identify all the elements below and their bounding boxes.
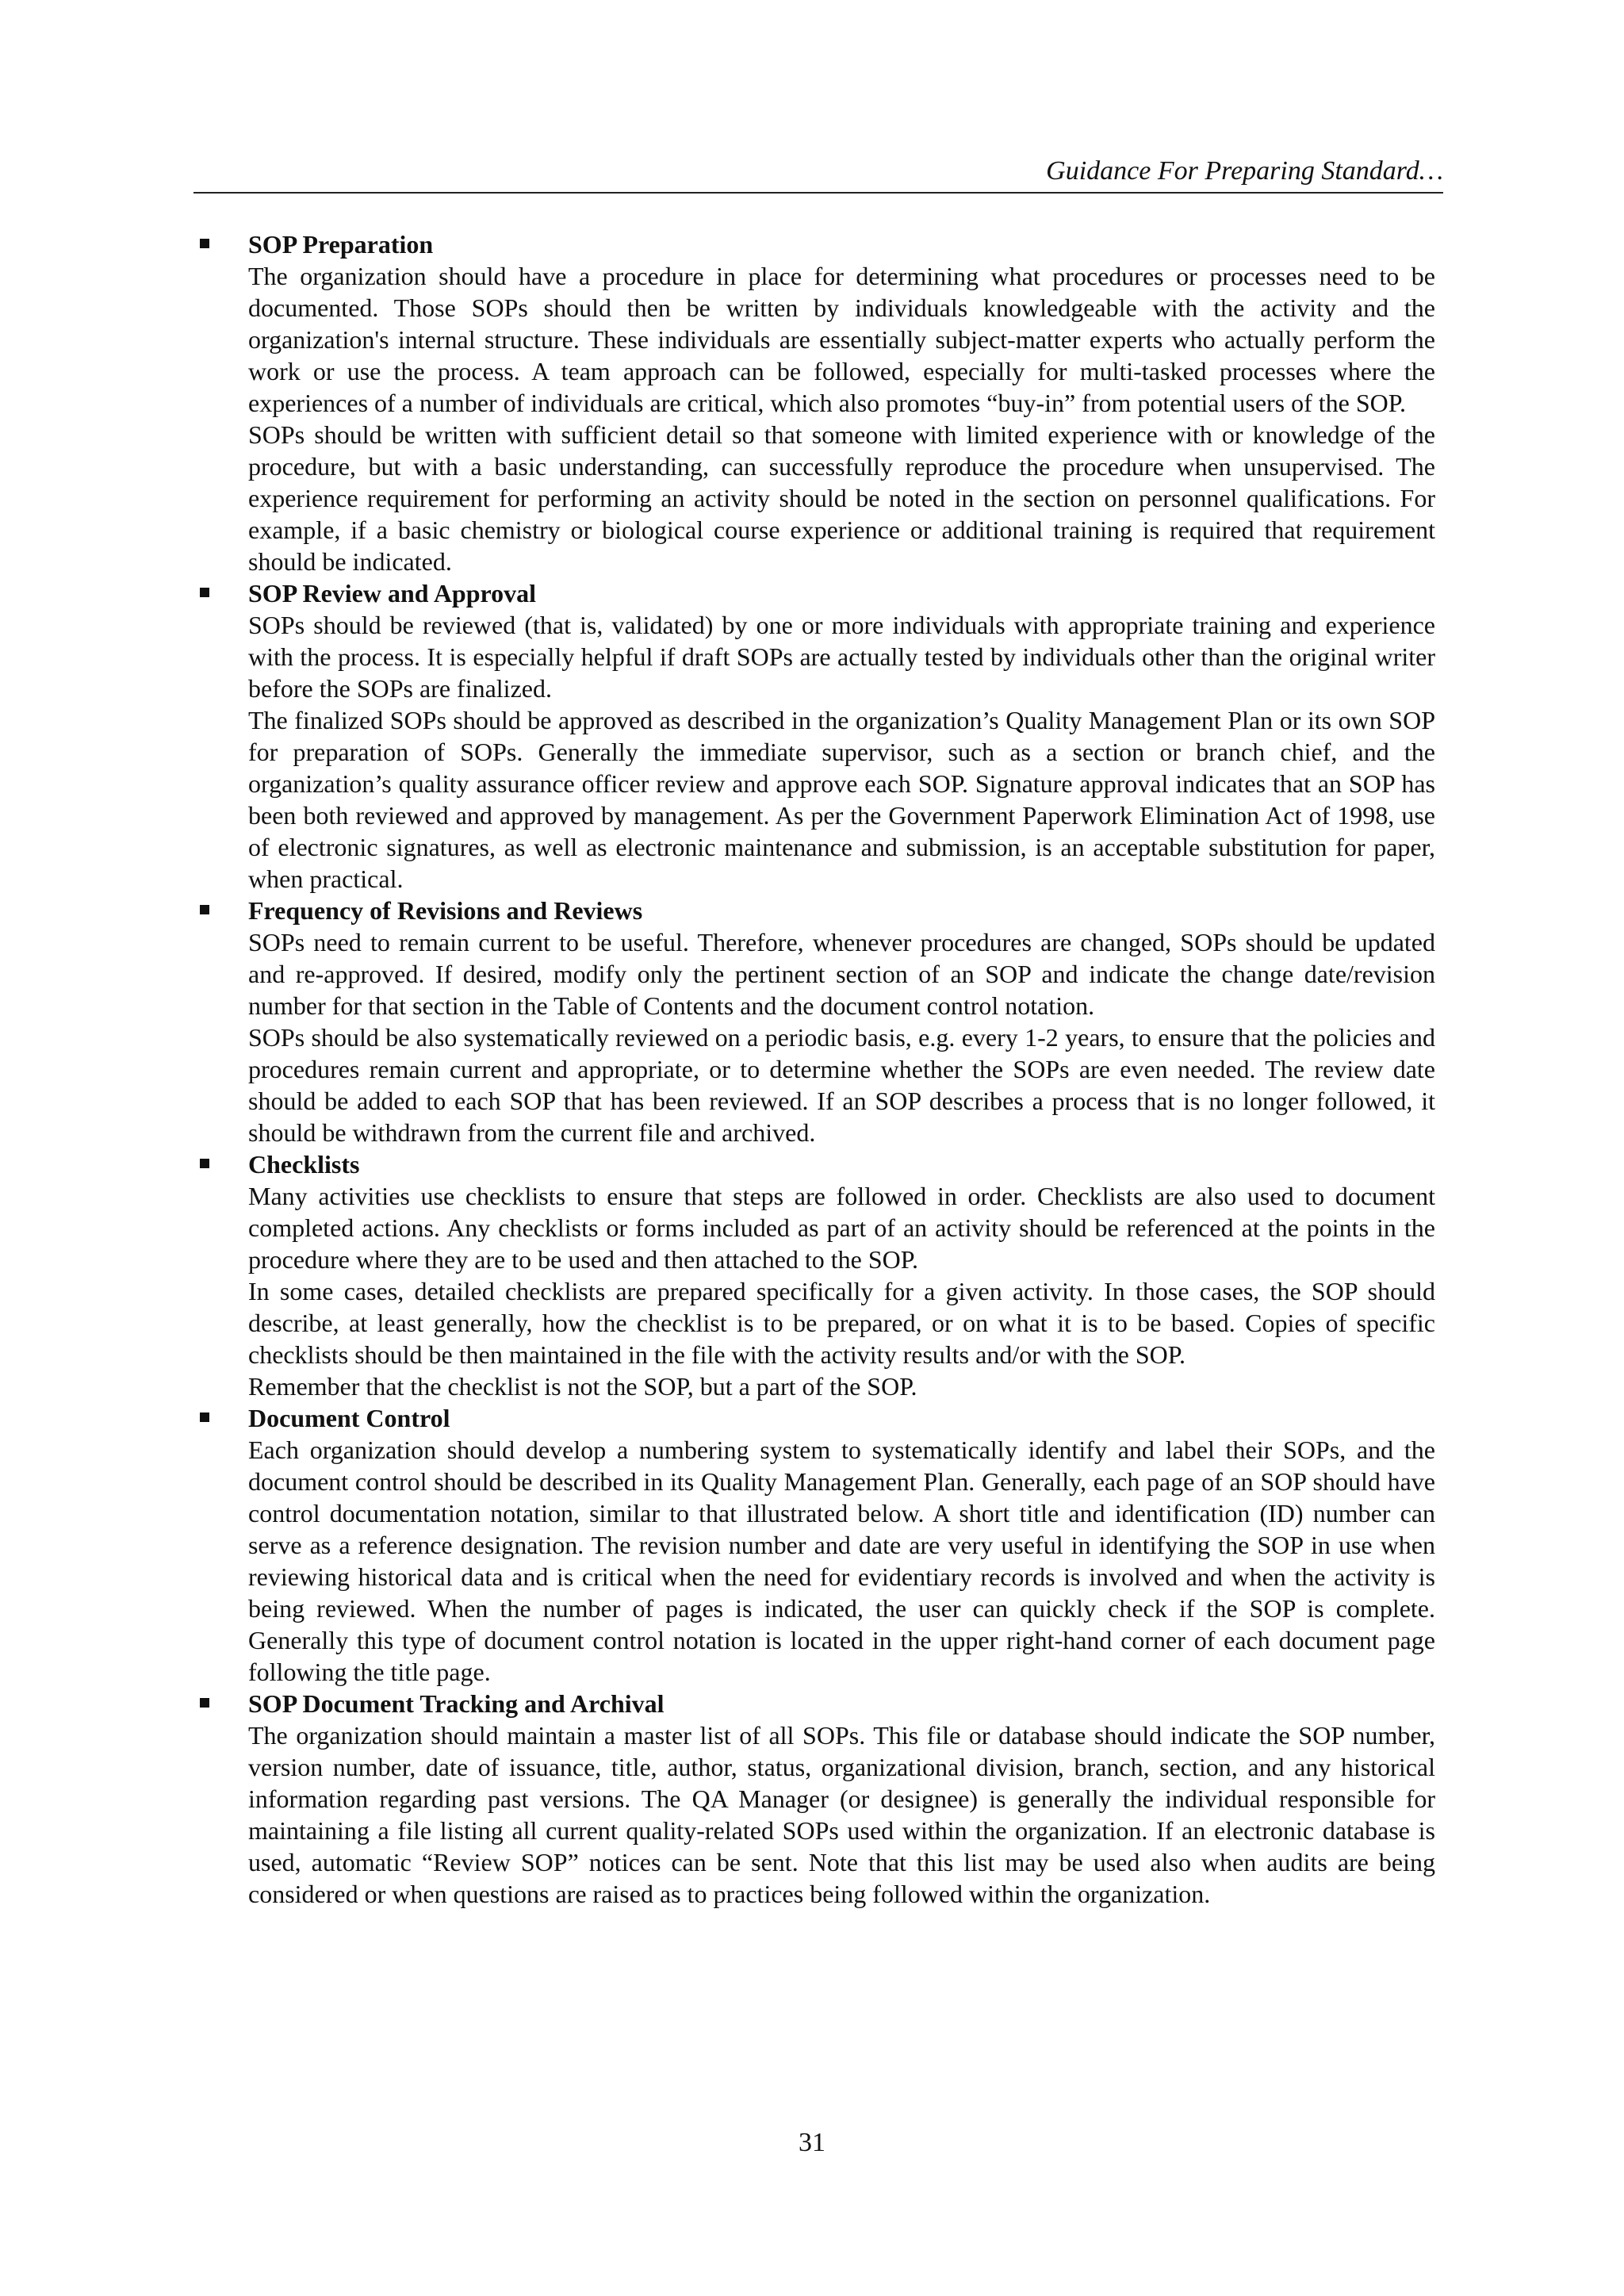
paragraph: SOPs need to remain current to be useful. Therefore, whenever procedures are changed, SOPs should be updated and re-approved. If desired, modify only the pertinent section of an SOP and indicate the change date/revision number for that section in the Table of Contents and the document control notation. (248, 928, 1435, 1020)
square-bullet-icon (200, 1412, 209, 1422)
square-bullet-icon (200, 1698, 209, 1708)
section-title: Checklists (248, 1150, 360, 1179)
square-bullet-icon (200, 588, 209, 597)
paragraph: SOPs should be reviewed (that is, validated) by one or more individuals with appropriate training and experience with the process. It is especially helpful if draft SOPs are actually tested by individuals other than the original writer before the SOPs are finalized. (248, 611, 1435, 703)
section-title: Document Control (248, 1404, 450, 1432)
section-document-control (248, 1402, 1435, 1688)
paragraph: The organization should maintain a master list of all SOPs. This file or database should indicate the SOP number, version number, date of issuance, title, author, status, organizational division, branch, section, and any historical information regarding past versions. The QA Manager (or designee) is generally the individual responsible for maintaining a file listing all current quality-related SOPs used within the organization. If an electronic database is used, automatic “Review SOP” notices can be sent. Note that this list may be used also when audits are being considered or when questions are raised as to practices being followed within the organization. (248, 1721, 1435, 1908)
section-title: SOP Document Tracking and Archival (248, 1689, 665, 1718)
document-body (248, 228, 1435, 1910)
section-sop-review-and-approval (248, 577, 1435, 895)
section-title: SOP Preparation (248, 230, 434, 259)
section-title: SOP Review and Approval (248, 579, 537, 608)
paragraph: The finalized SOPs should be approved as described in the organization’s Quality Management Plan or its own SOP for preparation of SOPs. Generally the immediate supervisor, such as a section or branch chief, and the organization’s quality assurance officer review and approve each SOP. Signature approval indicates that an SOP has been both reviewed and approved by management. As per the Government Paperwork Elimination Act of 1998, use of electronic signatures, as well as electronic maintenance and submission, is an acceptable substitution for paper, when practical. (248, 706, 1435, 893)
paragraph: Each organization should develop a numbering system to systematically identify and label their SOPs, and the document control should be described in its Quality Management Plan. Generally, each page of an SOP should have control documentation notation, similar to that illustrated below. A short title and identification (ID) number can serve as a reference designation. The revision number and date are very useful in identifying the SOP in use when reviewing historical data and is critical when the need for evidentiary records is involved and when the activity is being reviewed. When the number of pages is indicated, the user can quickly check if the SOP is complete. Generally this type of document control notation is located in the upper right-hand corner of each document page following the title page. (248, 1435, 1435, 1686)
square-bullet-icon (200, 1159, 209, 1168)
paragraph: SOPs should be also systematically reviewed on a periodic basis, e.g. every 1-2 years, to ensure that the policies and procedures remain current and appropriate, or to determine whether the SOPs are even needed. The review date should be added to each SOP that has been reviewed. If an SOP describes a process that is no longer followed, it should be withdrawn from the current file and archived. (248, 1023, 1435, 1147)
section-document-tracking-archival (248, 1688, 1435, 1910)
square-bullet-icon (200, 239, 209, 248)
running-header: Guidance For Preparing Standard… (1046, 156, 1443, 186)
square-bullet-icon (200, 905, 209, 914)
paragraph: SOPs should be written with sufficient detail so that someone with limited experience with or knowledge of the procedure, but with a basic understanding, can successfully reproduce the procedure when unsupervised. The experience requirement for performing an activity should be noted in the section on personnel qualifications. For example, if a basic chemistry or biological course experience or additional training is required that requirement should be indicated. (248, 420, 1435, 576)
section-sop-preparation (248, 228, 1435, 577)
paragraph: The organization should have a procedure in place for determining what procedures or processes need to be documented. Those SOPs should then be written by individuals knowledgeable with the activity and the organization's internal structure. These individuals are essentially subject-matter experts who actually perform the work or use the process. A team approach can be followed, especially for multi-tasked processes where the experiences of a number of individuals are critical, which also promotes “buy-in” from potential users of the SOP. (248, 262, 1435, 417)
paragraph: Many activities use checklists to ensure that steps are followed in order. Checklists are also used to document completed actions. Any checklists or forms included as part of an activity should be referenced at the points in the procedure where they are to be used and then attached to the SOP. (248, 1182, 1435, 1274)
header-rule (193, 192, 1443, 194)
section-checklists (248, 1148, 1435, 1402)
section-frequency-of-revisions (248, 895, 1435, 1148)
paragraph: In some cases, detailed checklists are prepared specifically for a given activity. In those cases, the SOP should describe, at least generally, how the checklist is to be prepared, or on what it is to be based. Copies of specific checklists should be then maintained in the file with the activity results and/or with the SOP. (248, 1277, 1435, 1369)
paragraph: Remember that the checklist is not the SOP, but a part of the SOP. (248, 1372, 917, 1401)
section-title: Frequency of Revisions and Reviews (248, 896, 643, 925)
page-number: 31 (799, 2128, 825, 2157)
